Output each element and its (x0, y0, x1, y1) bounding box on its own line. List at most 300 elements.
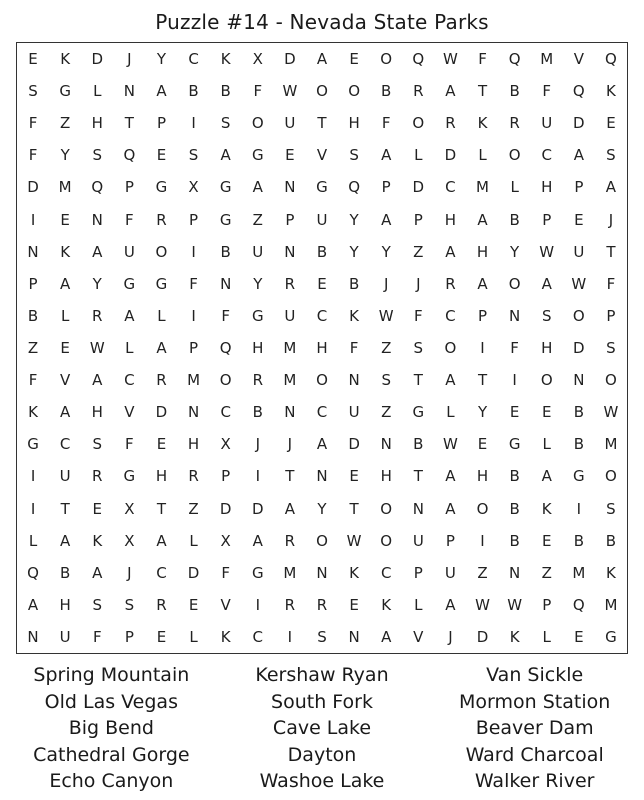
grid-letter[interactable]: O (316, 82, 328, 101)
grid-letter[interactable]: S (381, 371, 391, 390)
grid-letter[interactable]: S (92, 435, 103, 454)
grid-letter[interactable]: H (91, 114, 103, 133)
grid-letter[interactable]: C (445, 178, 456, 197)
grid-letter[interactable]: G (251, 146, 264, 165)
grid-letter[interactable]: Q (572, 595, 585, 614)
grid-letter[interactable]: A (541, 467, 552, 486)
grid-letter[interactable]: O (444, 338, 457, 357)
grid-letter[interactable]: T (349, 499, 359, 518)
grid-letter[interactable]: Q (572, 82, 585, 101)
grid-letter[interactable]: E (317, 274, 327, 293)
grid-letter[interactable]: Q (348, 178, 360, 197)
grid-letter[interactable]: J (127, 563, 132, 582)
grid-letter[interactable]: V (316, 146, 328, 165)
grid-letter[interactable]: R (445, 114, 456, 133)
grid-letter[interactable]: J (448, 627, 453, 646)
grid-letter[interactable]: P (124, 627, 134, 646)
grid-letter[interactable]: A (284, 499, 296, 518)
grid-letter[interactable]: X (252, 50, 263, 69)
grid-letter[interactable]: H (59, 595, 71, 614)
grid-letter[interactable]: J (255, 435, 260, 454)
grid-letter[interactable]: D (412, 178, 425, 197)
grid-letter[interactable]: C (252, 627, 264, 646)
grid-letter[interactable]: H (155, 467, 168, 486)
grid-letter[interactable]: N (316, 467, 328, 486)
grid-letter[interactable]: D (187, 563, 200, 582)
grid-letter[interactable]: I (576, 499, 582, 518)
grid-letter[interactable]: H (476, 242, 489, 261)
grid-letter[interactable]: C (220, 403, 231, 422)
grid-letter[interactable]: H (348, 114, 360, 133)
grid-letter[interactable]: G (251, 563, 264, 582)
grid-letter[interactable]: T (413, 371, 423, 390)
grid-letter[interactable]: O (251, 114, 264, 133)
grid-letter[interactable]: F (28, 146, 38, 165)
grid-letter[interactable]: R (316, 595, 328, 614)
grid-letter[interactable]: M (604, 435, 618, 454)
grid-letter[interactable]: K (60, 50, 71, 69)
grid-letter[interactable]: S (606, 146, 616, 165)
grid-letter[interactable]: A (477, 274, 488, 293)
grid-letter[interactable]: W (442, 435, 458, 454)
grid-letter[interactable]: E (156, 146, 167, 165)
grid-letter[interactable]: P (445, 531, 455, 550)
grid-letter[interactable]: P (28, 274, 38, 293)
grid-letter[interactable]: E (285, 146, 295, 165)
grid-letter[interactable]: O (316, 531, 328, 550)
grid-letter[interactable]: A (252, 531, 263, 550)
grid-letter[interactable]: C (380, 563, 392, 582)
grid-letter[interactable]: A (445, 499, 456, 518)
grid-letter[interactable]: B (509, 531, 520, 550)
grid-letter[interactable]: H (476, 467, 489, 486)
grid-letter[interactable]: W (442, 50, 458, 69)
grid-letter[interactable]: F (28, 371, 38, 390)
grid-letter[interactable]: A (445, 595, 456, 614)
grid-letter[interactable]: L (189, 627, 198, 646)
grid-letter[interactable]: P (606, 306, 616, 325)
grid-letter[interactable]: F (381, 114, 391, 133)
grid-letter[interactable]: P (124, 178, 134, 197)
grid-letter[interactable]: U (284, 114, 296, 133)
grid-letter[interactable]: Z (60, 114, 71, 133)
grid-letter[interactable]: D (573, 338, 585, 357)
grid-letter[interactable]: W (475, 595, 490, 614)
grid-letter[interactable]: E (28, 50, 38, 69)
grid-letter[interactable]: T (477, 371, 488, 390)
grid-letter[interactable]: G (316, 178, 328, 197)
grid-letter[interactable]: H (380, 467, 392, 486)
grid-letter[interactable]: B (605, 531, 617, 550)
grid-letter[interactable]: B (509, 210, 520, 229)
grid-letter[interactable]: E (349, 50, 359, 69)
grid-letter[interactable]: F (542, 82, 552, 101)
grid-letter[interactable]: R (156, 371, 167, 390)
grid-letter[interactable]: M (283, 563, 297, 582)
grid-letter[interactable]: N (91, 210, 103, 229)
grid-letter[interactable]: P (542, 210, 552, 229)
grid-letter[interactable]: L (542, 627, 551, 646)
grid-letter[interactable]: S (317, 627, 327, 646)
grid-letter[interactable]: N (509, 563, 521, 582)
grid-letter[interactable]: Y (317, 499, 327, 518)
grid-letter[interactable]: H (187, 435, 200, 454)
grid-letter[interactable]: J (287, 435, 293, 454)
grid-letter[interactable]: E (188, 595, 199, 614)
grid-letter[interactable]: T (156, 499, 167, 518)
grid-letter[interactable]: W (539, 242, 555, 261)
grid-letter[interactable]: F (92, 627, 102, 646)
grid-letter[interactable]: B (509, 467, 520, 486)
grid-letter[interactable]: D (444, 146, 457, 165)
grid-letter[interactable]: O (508, 146, 521, 165)
grid-letter[interactable]: K (349, 563, 360, 582)
grid-letter[interactable]: I (255, 595, 260, 614)
grid-letter[interactable]: T (413, 467, 423, 486)
grid-letter[interactable]: W (571, 274, 587, 293)
grid-letter[interactable]: P (285, 210, 295, 229)
grid-letter[interactable]: U (252, 242, 264, 261)
grid-letter[interactable]: N (284, 242, 296, 261)
grid-letter[interactable]: B (573, 531, 584, 550)
grid-letter[interactable]: F (349, 338, 359, 357)
grid-letter[interactable]: R (509, 114, 520, 133)
grid-letter[interactable]: L (510, 178, 519, 197)
grid-letter[interactable]: C (124, 371, 135, 390)
grid-letter[interactable]: P (156, 114, 166, 133)
grid-letter[interactable]: Z (541, 563, 552, 582)
grid-letter[interactable]: S (92, 595, 103, 614)
grid-letter[interactable]: M (476, 178, 489, 197)
grid-letter[interactable]: A (381, 146, 392, 165)
grid-letter[interactable]: C (445, 306, 456, 325)
grid-letter[interactable]: R (92, 306, 103, 325)
grid-letter[interactable]: E (541, 403, 552, 422)
grid-letter[interactable]: A (252, 178, 263, 197)
grid-letter[interactable]: M (58, 178, 72, 197)
grid-letter[interactable]: F (253, 82, 263, 101)
grid-letter[interactable]: P (189, 210, 199, 229)
grid-letter[interactable]: A (445, 82, 456, 101)
grid-letter[interactable]: O (155, 242, 168, 261)
grid-letter[interactable]: S (28, 82, 38, 101)
grid-letter[interactable]: O (508, 274, 521, 293)
grid-letter[interactable]: E (574, 627, 584, 646)
grid-letter[interactable]: D (348, 435, 360, 454)
grid-letter[interactable]: K (509, 627, 520, 646)
grid-letter[interactable]: K (541, 499, 552, 518)
grid-letter[interactable]: Y (510, 242, 520, 261)
grid-letter[interactable]: O (572, 306, 585, 325)
grid-letter[interactable]: W (507, 595, 523, 614)
grid-letter[interactable]: K (60, 242, 71, 261)
grid-letter[interactable]: A (92, 242, 103, 261)
grid-letter[interactable]: A (541, 274, 552, 293)
grid-letter[interactable]: A (220, 146, 231, 165)
grid-letter[interactable]: G (605, 627, 617, 646)
grid-letter[interactable]: P (574, 178, 584, 197)
grid-letter[interactable]: A (92, 371, 103, 390)
grid-letter[interactable]: S (124, 595, 135, 614)
grid-letter[interactable]: K (381, 595, 392, 614)
grid-letter[interactable]: V (124, 403, 135, 422)
grid-letter[interactable]: M (540, 50, 554, 69)
grid-letter[interactable]: L (157, 306, 166, 325)
grid-letter[interactable]: E (606, 114, 616, 133)
grid-letter[interactable]: E (541, 531, 552, 550)
grid-letter[interactable]: S (92, 146, 103, 165)
grid-letter[interactable]: U (284, 306, 296, 325)
grid-letter[interactable]: I (30, 499, 36, 518)
grid-letter[interactable]: R (284, 595, 296, 614)
grid-letter[interactable]: D (219, 499, 232, 518)
grid-letter[interactable]: I (191, 306, 196, 325)
grid-letter[interactable]: C (156, 563, 167, 582)
grid-letter[interactable]: O (380, 531, 393, 550)
grid-letter[interactable]: A (316, 435, 328, 454)
grid-letter[interactable]: A (124, 306, 135, 325)
grid-letter[interactable]: A (445, 242, 456, 261)
grid-letter[interactable]: O (348, 82, 360, 101)
grid-letter[interactable]: Z (188, 499, 199, 518)
grid-letter[interactable]: U (541, 114, 553, 133)
grid-letter[interactable]: Y (156, 50, 167, 69)
grid-letter[interactable]: A (381, 627, 392, 646)
grid-letter[interactable]: Y (349, 210, 359, 229)
grid-letter[interactable]: J (608, 210, 614, 229)
grid-letter[interactable]: X (220, 531, 231, 550)
grid-letter[interactable]: D (155, 403, 168, 422)
grid-letter[interactable]: E (60, 210, 70, 229)
grid-letter[interactable]: O (380, 50, 393, 69)
grid-letter[interactable]: G (412, 403, 425, 422)
grid-letter[interactable]: H (444, 210, 457, 229)
grid-letter[interactable]: Z (252, 210, 263, 229)
grid-letter[interactable]: W (603, 403, 619, 422)
grid-letter[interactable]: E (156, 627, 167, 646)
grid-letter[interactable]: H (541, 338, 553, 357)
grid-letter[interactable]: S (606, 338, 616, 357)
grid-letter[interactable]: X (220, 435, 231, 454)
grid-letter[interactable]: B (509, 82, 520, 101)
grid-letter[interactable]: A (60, 531, 71, 550)
grid-letter[interactable]: L (125, 338, 134, 357)
grid-letter[interactable]: C (541, 146, 552, 165)
grid-letter[interactable]: I (480, 338, 485, 357)
grid-letter[interactable]: B (252, 403, 263, 422)
grid-letter[interactable]: S (188, 146, 199, 165)
grid-letter[interactable]: M (572, 563, 586, 582)
grid-letter[interactable]: I (480, 531, 485, 550)
grid-letter[interactable]: K (606, 563, 616, 582)
grid-letter[interactable]: F (221, 306, 230, 325)
grid-letter[interactable]: U (59, 627, 71, 646)
grid-letter[interactable]: W (346, 531, 362, 550)
grid-letter[interactable]: R (284, 274, 296, 293)
grid-letter[interactable]: U (444, 563, 456, 582)
grid-letter[interactable]: N (412, 499, 424, 518)
grid-letter[interactable]: L (60, 306, 70, 325)
grid-letter[interactable]: N (284, 403, 296, 422)
grid-letter[interactable]: S (220, 114, 231, 133)
grid-letter[interactable]: K (349, 306, 360, 325)
grid-letter[interactable]: H (541, 178, 553, 197)
grid-letter[interactable]: H (252, 338, 264, 357)
grid-letter[interactable]: G (27, 435, 39, 454)
grid-letter[interactable]: Q (91, 178, 104, 197)
grid-letter[interactable]: U (412, 531, 424, 550)
grid-letter[interactable]: B (348, 274, 360, 293)
grid-letter[interactable]: R (156, 595, 167, 614)
grid-letter[interactable]: V (573, 50, 584, 69)
grid-letter[interactable]: B (60, 563, 71, 582)
grid-letter[interactable]: B (220, 242, 231, 261)
grid-letter[interactable]: E (574, 210, 584, 229)
grid-letter[interactable]: R (188, 467, 199, 486)
grid-letter[interactable]: B (188, 82, 199, 101)
grid-letter[interactable]: G (123, 274, 136, 293)
grid-letter[interactable]: G (155, 178, 168, 197)
grid-letter[interactable]: A (156, 82, 167, 101)
grid-letter[interactable]: T (124, 114, 134, 133)
grid-letter[interactable]: D (476, 627, 489, 646)
grid-letter[interactable]: M (187, 371, 201, 390)
grid-letter[interactable]: N (220, 274, 232, 293)
grid-letter[interactable]: W (378, 306, 394, 325)
grid-letter[interactable]: O (316, 371, 328, 390)
grid-letter[interactable]: S (349, 146, 359, 165)
grid-letter[interactable]: F (606, 274, 616, 293)
grid-letter[interactable]: B (220, 82, 231, 101)
grid-letter[interactable]: A (381, 210, 392, 229)
grid-letter[interactable]: L (414, 146, 423, 165)
grid-letter[interactable]: G (219, 210, 232, 229)
grid-letter[interactable]: S (541, 306, 552, 325)
grid-letter[interactable]: T (606, 242, 616, 261)
grid-letter[interactable]: A (60, 274, 71, 293)
grid-letter[interactable]: K (220, 50, 231, 69)
grid-letter[interactable]: K (477, 114, 488, 133)
grid-letter[interactable]: Y (253, 274, 263, 293)
grid-letter[interactable]: N (316, 563, 328, 582)
grid-letter[interactable]: I (255, 467, 260, 486)
grid-letter[interactable]: L (478, 146, 487, 165)
grid-letter[interactable]: P (542, 595, 552, 614)
grid-letter[interactable]: D (252, 499, 264, 518)
grid-letter[interactable]: L (28, 531, 38, 550)
grid-letter[interactable]: Z (27, 338, 39, 357)
grid-letter[interactable]: O (476, 499, 489, 518)
grid-letter[interactable]: E (509, 403, 520, 422)
grid-letter[interactable]: L (542, 435, 551, 454)
grid-letter[interactable]: C (59, 435, 71, 454)
grid-letter[interactable]: N (27, 242, 39, 261)
grid-letter[interactable]: I (30, 210, 36, 229)
grid-letter[interactable]: U (316, 210, 328, 229)
grid-letter[interactable]: D (573, 114, 585, 133)
grid-letter[interactable]: U (123, 242, 135, 261)
grid-letter[interactable]: F (28, 114, 38, 133)
grid-letter[interactable]: F (510, 338, 519, 357)
grid-letter[interactable]: D (91, 50, 104, 69)
grid-letter[interactable]: R (413, 82, 424, 101)
grid-letter[interactable]: B (381, 82, 392, 101)
grid-letter[interactable]: P (381, 178, 391, 197)
grid-letter[interactable]: E (156, 435, 167, 454)
grid-letter[interactable]: I (191, 242, 196, 261)
grid-letter[interactable]: R (156, 210, 167, 229)
grid-letter[interactable]: F (125, 210, 134, 229)
grid-letter[interactable]: V (220, 595, 231, 614)
grid-letter[interactable]: D (27, 178, 39, 197)
grid-letter[interactable]: P (189, 338, 199, 357)
grid-letter[interactable]: N (187, 403, 200, 422)
grid-letter[interactable]: G (508, 435, 521, 454)
grid-letter[interactable]: J (416, 274, 421, 293)
grid-letter[interactable]: R (445, 274, 456, 293)
grid-letter[interactable]: Y (92, 274, 102, 293)
grid-letter[interactable]: Y (477, 403, 488, 422)
grid-letter[interactable]: G (251, 306, 264, 325)
grid-letter[interactable]: L (446, 403, 455, 422)
grid-letter[interactable]: E (349, 467, 359, 486)
grid-letter[interactable]: Y (381, 242, 391, 261)
grid-letter[interactable]: T (285, 467, 295, 486)
grid-letter[interactable]: P (413, 210, 423, 229)
grid-letter[interactable]: G (155, 274, 168, 293)
grid-letter[interactable]: N (509, 306, 521, 325)
grid-letter[interactable]: U (573, 242, 585, 261)
grid-letter[interactable]: A (60, 403, 71, 422)
grid-letter[interactable]: F (478, 50, 487, 69)
grid-letter[interactable]: O (605, 467, 617, 486)
grid-letter[interactable]: A (445, 371, 456, 390)
grid-letter[interactable]: G (123, 467, 136, 486)
grid-letter[interactable]: Y (60, 146, 70, 165)
grid-letter[interactable]: I (30, 467, 36, 486)
grid-letter[interactable]: Q (508, 50, 521, 69)
grid-letter[interactable]: X (188, 178, 199, 197)
grid-letter[interactable]: U (348, 403, 360, 422)
grid-letter[interactable]: A (92, 563, 103, 582)
grid-letter[interactable]: O (412, 114, 425, 133)
grid-letter[interactable]: G (59, 82, 71, 101)
grid-letter[interactable]: U (59, 467, 71, 486)
grid-letter[interactable]: V (413, 627, 424, 646)
grid-letter[interactable]: N (27, 627, 39, 646)
grid-letter[interactable]: Z (413, 242, 424, 261)
grid-letter[interactable]: A (316, 50, 328, 69)
grid-letter[interactable]: B (413, 435, 424, 454)
grid-letter[interactable]: E (349, 595, 359, 614)
grid-letter[interactable]: E (60, 338, 70, 357)
grid-letter[interactable]: A (605, 178, 617, 197)
grid-letter[interactable]: A (156, 338, 167, 357)
grid-letter[interactable]: A (573, 146, 584, 165)
grid-letter[interactable]: M (283, 371, 297, 390)
grid-letter[interactable]: A (477, 210, 488, 229)
grid-letter[interactable]: I (191, 114, 196, 133)
grid-letter[interactable]: B (573, 435, 584, 454)
grid-letter[interactable]: X (124, 499, 135, 518)
grid-letter[interactable]: B (573, 403, 584, 422)
grid-letter[interactable]: O (605, 371, 617, 390)
grid-letter[interactable]: F (125, 435, 134, 454)
grid-letter[interactable]: Q (412, 50, 425, 69)
grid-letter[interactable]: P (413, 563, 423, 582)
grid-letter[interactable]: T (60, 499, 70, 518)
grid-letter[interactable]: M (283, 338, 297, 357)
